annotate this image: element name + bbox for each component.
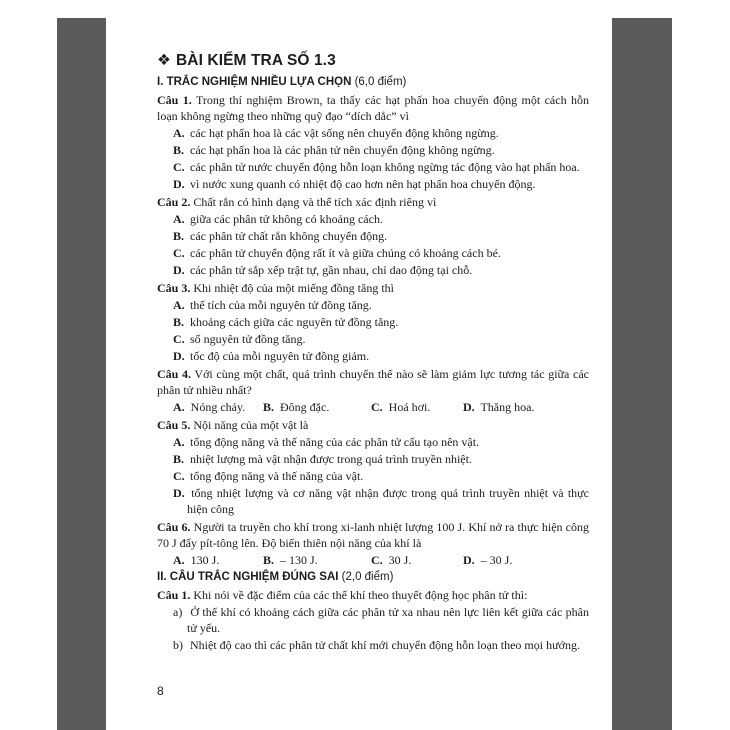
option-text: khoảng cách giữa các nguyên tử đồng tăng.: [187, 315, 399, 329]
option-a: [173, 297, 589, 313]
statement-letter: b): [173, 638, 183, 652]
question-4: [157, 366, 589, 398]
option-letter: B.: [263, 400, 275, 414]
option-text: thể tích của mỗi nguyên tử đồng tăng.: [187, 298, 372, 312]
statement-text: Nhiệt độ cao thì các phân tử chất khí mới chuyển động hỗn loạn theo mọi hướng.: [187, 638, 580, 652]
option-text: Thăng hoa.: [477, 400, 535, 414]
section-heading-true-false: [157, 570, 589, 585]
option-b: [173, 451, 589, 467]
option-text: vì nước xung quanh có nhiệt độ cao hơn nên hạt phấn hoa chuyển động.: [187, 177, 536, 191]
option-letter: D.: [173, 263, 185, 277]
option-text: tổng nhiệt lượng và cơ năng vật nhận được trong quá trình truyền nhiệt và thực hiện công: [187, 486, 589, 516]
question-1-options: [173, 125, 589, 192]
page-number: 8: [157, 684, 164, 698]
question-label: Câu 1.: [157, 588, 191, 602]
option-text: Đông đặc.: [277, 400, 330, 414]
option-text: 30 J.: [385, 553, 412, 567]
question-text: Chất rắn có hình dạng và thể tích xác định riêng vì: [190, 195, 437, 209]
question-3: [157, 280, 589, 296]
option-d: [173, 348, 589, 364]
option-text: – 130 J.: [277, 553, 318, 567]
option-c: [371, 552, 463, 568]
question-5: [157, 417, 589, 433]
section-heading-multiple-choice: [157, 75, 589, 90]
option-letter: A.: [173, 553, 185, 567]
option-text: Nóng chảy.: [187, 400, 246, 414]
option-text: tổng động năng và thế năng của các phân tử cấu tạo nên vật.: [187, 435, 480, 449]
question-1: [157, 92, 589, 124]
option-letter: A.: [173, 400, 185, 414]
question-label: Câu 2.: [157, 195, 191, 209]
option-text: các phân tử chất rắn không chuyển động.: [187, 229, 388, 243]
test-title-text: BÀI KIỂM TRA SỐ 1.3: [176, 52, 336, 69]
option-letter: A.: [173, 212, 185, 226]
option-c: [173, 331, 589, 347]
option-b: [263, 552, 371, 568]
option-letter: C.: [371, 553, 383, 567]
question-label: Câu 3.: [157, 281, 191, 295]
section-name: I. TRẮC NGHIỆM NHIỀU LỰA CHỌN: [157, 76, 352, 88]
section-points: (6,0 điểm): [351, 76, 407, 88]
option-letter: C.: [173, 469, 185, 483]
question-label: Câu 6.: [157, 520, 191, 534]
option-letter: B.: [263, 553, 275, 567]
option-letter: A.: [173, 298, 185, 312]
option-letter: A.: [173, 126, 185, 140]
option-letter: D.: [463, 553, 475, 567]
diamond-bullet-icon: ❖: [157, 52, 171, 69]
question-text: Khi nói về đặc điểm của các thể khí theo thuyết động học phân tử thì:: [190, 588, 528, 602]
option-c: [173, 245, 589, 261]
statement-b: [173, 637, 589, 653]
option-a: [173, 434, 589, 450]
option-letter: C.: [173, 160, 185, 174]
question-2: [157, 194, 589, 210]
option-letter: D.: [463, 400, 475, 414]
option-text: tổng động năng và thế năng của vật.: [187, 469, 364, 483]
option-text: các hạt phấn hoa là các phân tử nên chuyển động không ngừng.: [187, 143, 495, 157]
option-a: [173, 125, 589, 141]
option-text: các phân tử chuyển động rất ít và giữa chúng có khoảng cách bé.: [187, 246, 501, 260]
option-d: [463, 399, 534, 415]
question-label: Câu 4.: [157, 367, 191, 381]
option-letter: B.: [173, 315, 185, 329]
question-6-options: [173, 552, 589, 568]
option-c: [371, 399, 463, 415]
statement-letter: a): [173, 605, 183, 619]
option-letter: D.: [173, 486, 185, 500]
question-label: Câu 1.: [157, 93, 192, 107]
option-letter: D.: [173, 349, 185, 363]
option-d: [173, 262, 589, 278]
option-b: [263, 399, 371, 415]
question-text: Người ta truyền cho khí trong xi-lanh nhiệt lượng 100 J. Khí nở ra thực hiện công 70 J đẩy pít-tông lên. Độ biến thiên nội năng của khí là: [157, 520, 589, 550]
option-text: nhiệt lượng mà vật nhận được trong quá trình truyền nhiệt.: [187, 452, 472, 466]
option-letter: C.: [173, 246, 185, 260]
option-d: [173, 485, 589, 517]
question-text: Khi nhiệt độ của một miếng đồng tăng thì: [190, 281, 394, 295]
question-5-options: [173, 434, 589, 517]
option-text: giữa các phân tử không có khoảng cách.: [187, 212, 383, 226]
option-a: [173, 399, 263, 415]
document-page: [106, 18, 612, 730]
option-text: 130 J.: [187, 553, 220, 567]
question-label: Câu 5.: [157, 418, 191, 432]
page-content: [157, 51, 589, 655]
option-b: [173, 228, 589, 244]
option-c: [173, 468, 589, 484]
statement-a: [173, 604, 589, 636]
true-false-question-1-items: [173, 604, 589, 653]
question-4-options: [173, 399, 589, 415]
option-letter: B.: [173, 143, 185, 157]
test-title: [157, 51, 589, 71]
option-a: [173, 552, 263, 568]
option-d: [463, 552, 512, 568]
option-text: các phân tử nước chuyển động hỗn loạn không ngừng tác động vào hạt phấn hoa.: [187, 160, 580, 174]
section-name: II. CÂU TRẮC NGHIỆM ĐÚNG SAI: [157, 571, 339, 583]
question-2-options: [173, 211, 589, 278]
option-text: số nguyên tử đồng tăng.: [187, 332, 306, 346]
statement-text: Ở thể khí có khoảng cách giữa các phân tử xa nhau nên lực liên kết giữa các phân tử yếu.: [187, 605, 589, 635]
option-d: [173, 176, 589, 192]
option-text: các hạt phấn hoa là các vật sống nên chuyển động không ngừng.: [187, 126, 499, 140]
true-false-question-1: [157, 587, 589, 603]
section-points: (2,0 điểm): [338, 571, 394, 583]
option-text: Hoá hơi.: [385, 400, 431, 414]
option-letter: B.: [173, 229, 185, 243]
option-text: – 30 J.: [477, 553, 513, 567]
option-b: [173, 314, 589, 330]
question-text: Với cùng một chất, quá trình chuyển thể nào sẽ làm giảm lực tương tác giữa các phân tử nhiều nhất?: [157, 367, 590, 397]
question-6: [157, 519, 589, 551]
question-3-options: [173, 297, 589, 364]
option-b: [173, 142, 589, 158]
option-text: tốc độ của mỗi nguyên tử đồng giảm.: [187, 349, 370, 363]
option-letter: A.: [173, 435, 185, 449]
option-letter: D.: [173, 177, 185, 191]
option-letter: C.: [173, 332, 185, 346]
option-c: [173, 159, 589, 175]
option-a: [173, 211, 589, 227]
option-letter: B.: [173, 452, 185, 466]
option-letter: C.: [371, 400, 383, 414]
option-text: các phân tử sắp xếp trật tự, gần nhau, chỉ dao động tại chỗ.: [187, 263, 473, 277]
question-text: Nội năng của một vật là: [190, 418, 309, 432]
question-text: Trong thí nghiệm Brown, ta thấy các hạt phấn hoa chuyển động một cách hỗn loạn không ngừng theo những quỹ đạo “dích dắc” vì: [157, 93, 589, 123]
